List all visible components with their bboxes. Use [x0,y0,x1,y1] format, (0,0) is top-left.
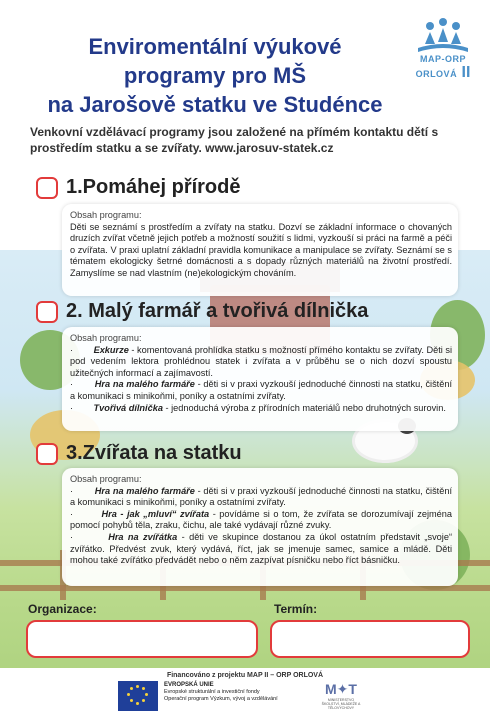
section-1-checkbox[interactable] [36,177,58,199]
organizace-field[interactable] [26,620,258,658]
eu-text: EVROPSKÁ UNIE Evropské strukturální a investiční fondy Operační program Výzkum, vývoj a vzdělávání [164,682,278,702]
msmt-mark-icon: M✦T [325,681,357,697]
section-3-checkbox[interactable] [36,443,58,465]
list-item: · Tvořivá dílnička - jednoduchá výroba z přírodních materiálů nebo druhotných surovin. [70,402,446,413]
program-label: Obsah programu: [70,210,142,220]
list-item: · Hra na zvířátka - děti ve skupince dostanou za úkol ostatním představit „svoje“ zvířátko. Předvést zvuk, který vydává, říct, jak se jmenuje samec, samice a mládě. Děti mohou také zvířátko předvádět nebo o něm zazpívat písničku nebo říct básničku. [70,531,452,566]
section-3-header [36,442,242,465]
list-item: · Hra na malého farmáře - děti si v praxi vyzkouší jednoduché činnosti na statku, čištění a komunikaci s minikoňmi, poníky a ostatními zvířaty. [70,485,453,508]
termin-label: Termín: [274,602,318,616]
intro-text: Venkovní vzdělávací programy jsou založené na přímém kontaktu dětí s prostředím statku a se zvířaty. www.jarosuv-statek.cz [30,125,439,155]
list-item: · Hra - jak „mluví“ zvířata - povídáme si o tom, že zvířata se dorozumívají zejména pomocí pohybů těla, zraku, čichu, ale také vydávají různé zvuky. [70,508,452,531]
organizace-label: Organizace: [28,602,97,616]
funding-text: Financováno z projektu MAP II – ORP ORLOVÁ [166,672,324,679]
logo-text-bottom: ORLOVÁ [415,69,458,79]
section-3-title: 3.Zvířata na statku [66,442,242,464]
section-3-content [62,468,458,586]
list-item: · Exkurze - komentovaná prohlídka statku s možností přímého kontaktu se zvířaty. Děti si pod vedením lektora prohlédnou statek i zvířata a v průběhu se o nich dozví spoustu užitečných informací a zajímavostí. [70,344,452,378]
msmt-logo: M✦T MINISTERSTVO ŠKOLSTVÍ, MLÁDEŽE A TĚLOVÝCHOVY [321,681,361,710]
section-2-title: 2. Malý farmář a tvořivá dílnička [66,300,369,322]
page-title: Enviromentální výukové programy pro MŠ na Jarošově statku ve Studénce [47,34,383,117]
section-1-content [62,204,458,296]
logo-text-top: MAP-ORP [420,54,466,64]
list-item: · Hra na malého farmáře - děti si v praxi vyzkouší jednoduché činnosti na statku, čištění a komunikaci s minikoňmi, poníky a ostatními zvířaty. [70,379,453,401]
section-1-text: Děti se seznámí s prostředím a zvířaty na statku. Dozví se základní informace o chovaných druzích zvířat včetně jejich potřeb a možností soužití s lidmi, vyzkouší si práci na farmě a péči o zvířata. V praxi uplatní základní pravidla komunikace a manipulace se zvířaty. Seznámí se s tématem ekologicky šetrné domácnosti a s dopady různých materiálů na životní prostředí. Zamyslíme se nad vlastním (ne)ekologickým chováním. [70,221,452,278]
termin-field[interactable] [270,620,470,658]
map-orlova-logo [410,14,476,94]
section-1-header [36,176,241,199]
section-2-checkbox[interactable] [36,301,58,323]
program-label: Obsah programu: [70,474,142,484]
eu-flag-icon [118,681,158,711]
logo-roman: II [461,64,471,81]
book-figures-icon [410,14,476,54]
section-1-title: 1.Pomáhej přírodě [66,176,241,198]
program-label: Obsah programu: [70,333,142,343]
section-2-header [36,300,368,323]
section-2-content [62,327,458,431]
